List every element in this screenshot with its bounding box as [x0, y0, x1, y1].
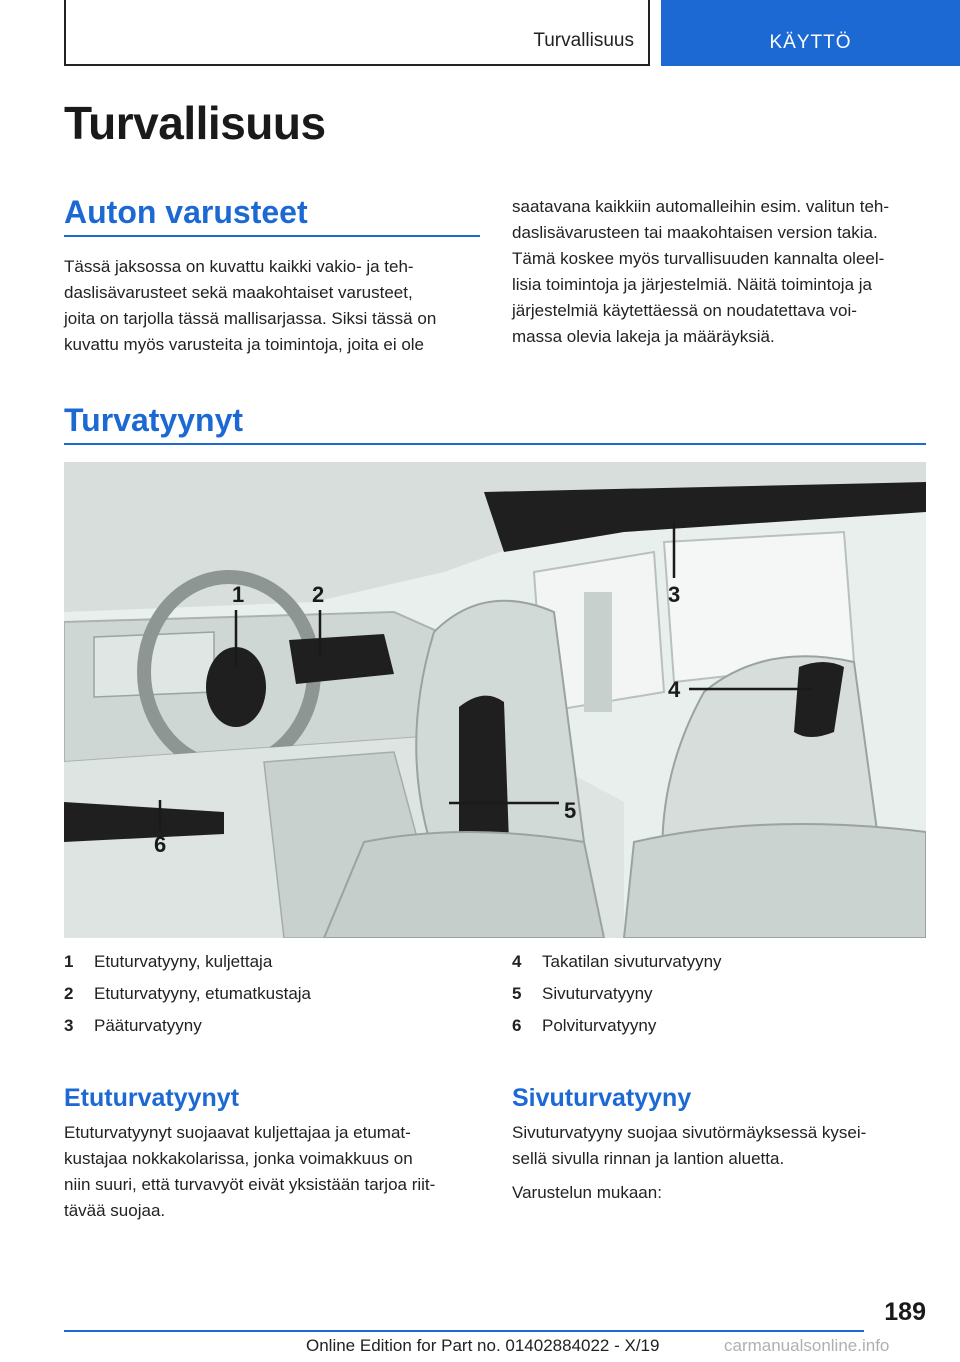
- callout-2: 2: [312, 582, 325, 607]
- legend-number: 6: [512, 1016, 522, 1035]
- header-chapter-label: KÄYTTÖ: [769, 32, 852, 53]
- legend-text: Etuturvatyyny, etumatkustaja: [94, 984, 312, 1003]
- text-line: daslisävarusteet sekä maakohtaiset varusteet,: [64, 283, 413, 302]
- front-airbags-text: [64, 1120, 435, 1224]
- airbags-heading-rule: [64, 443, 926, 445]
- legend-text: Pääturvatyyny: [94, 1016, 202, 1035]
- front-seat-cushion: [324, 832, 604, 938]
- legend-number: 2: [64, 984, 74, 1003]
- legend-item: [64, 952, 272, 972]
- legend-text: Polviturvatyyny: [542, 1016, 657, 1035]
- legend-text: Sivuturvatyyny: [542, 984, 653, 1003]
- text-line: joita on tarjolla tässä mallisarjassa. Siksi tässä on: [64, 309, 437, 328]
- b-pillar: [584, 592, 612, 712]
- text-line: tävää suojaa.: [64, 1201, 166, 1220]
- text-line: massa olevia lakeja ja määräyksiä.: [512, 327, 775, 346]
- text-line: sellä sivulla rinnan ja lantion aluetta.: [512, 1149, 785, 1168]
- text-line: Sivuturvatyyny suojaa sivutörmäyksessä kysei-: [512, 1123, 867, 1142]
- legend-number: 1: [64, 952, 74, 971]
- text-line: kustajaa nokkakolarissa, jonka voimakkuus on: [64, 1149, 413, 1168]
- legend-text: Etuturvatyyny, kuljettaja: [94, 952, 273, 971]
- legend-item: [64, 984, 311, 1004]
- header-section-title: Turvallisuus: [533, 30, 634, 51]
- text-line: järjestelmiä käytettäessä on noudatettava voi-: [512, 301, 857, 320]
- callout-6: 6: [154, 832, 167, 857]
- legend-number: 3: [64, 1016, 74, 1035]
- legend-number: 5: [512, 984, 522, 1003]
- text-line: lisia toimintoja ja järjestelmiä. Näitä toimintoja ja: [512, 275, 872, 294]
- text-line: saatavana kaikkiin automalleihin esim. valitun teh-: [512, 197, 890, 216]
- equipment-text-col2: [512, 194, 889, 350]
- text-line: Varustelun mukaan:: [512, 1183, 662, 1202]
- text-line: Tässä jaksossa on kuvattu kaikki vakio- ja teh-: [64, 257, 414, 276]
- equipment-heading: Auton varusteet: [64, 194, 308, 230]
- equipment-heading-rule: [64, 235, 480, 237]
- page-number: 189: [884, 1298, 926, 1326]
- footer-edition: Online Edition for Part no. 01402884022 - X/19: [306, 1336, 660, 1355]
- footer-watermark: carmanualsonline.info: [724, 1336, 890, 1355]
- text-line: kuvattu myös varusteita ja toimintoja, joita ei ole: [64, 335, 425, 354]
- legend-item: [512, 1016, 656, 1036]
- footer-rule: [64, 1330, 864, 1332]
- text-line: niin suuri, että turvavyöt eivät yksistään tarjoa riit-: [64, 1175, 436, 1194]
- header-chapter-tab: [661, 0, 960, 66]
- side-airbag-heading: Sivuturvatyyny: [512, 1084, 692, 1112]
- text-line: Etuturvatyynyt suojaavat kuljettajaa ja etumat-: [64, 1123, 411, 1142]
- legend-item: [512, 952, 722, 972]
- page-title: Turvallisuus: [64, 97, 326, 149]
- airbags-heading: Turvatyynyt: [64, 402, 244, 438]
- legend-item: [512, 984, 653, 1004]
- legend-number: 4: [512, 952, 522, 971]
- text-line: daslisävarusteen tai maakohtaisen version takia.: [512, 223, 878, 242]
- header-section-frame: [64, 0, 650, 66]
- callout-3: 3: [668, 582, 681, 607]
- text-line: Tämä koskee myös turvallisuuden kannalta oleel-: [512, 249, 885, 268]
- callout-5: 5: [564, 798, 577, 823]
- callout-1: 1: [232, 582, 245, 607]
- legend-text: Takatilan sivuturvatyyny: [542, 952, 722, 971]
- airbag-locations-illustration: [64, 462, 926, 938]
- side-airbag-text: [512, 1120, 866, 1206]
- callout-4: 4: [668, 677, 681, 702]
- front-airbags-heading: Etuturvatyynyt: [64, 1084, 240, 1112]
- rear-seat-cushion: [624, 824, 926, 938]
- car-interior-drawing: [64, 462, 926, 938]
- legend-item: [64, 1016, 202, 1036]
- equipment-text-col1: [64, 254, 436, 358]
